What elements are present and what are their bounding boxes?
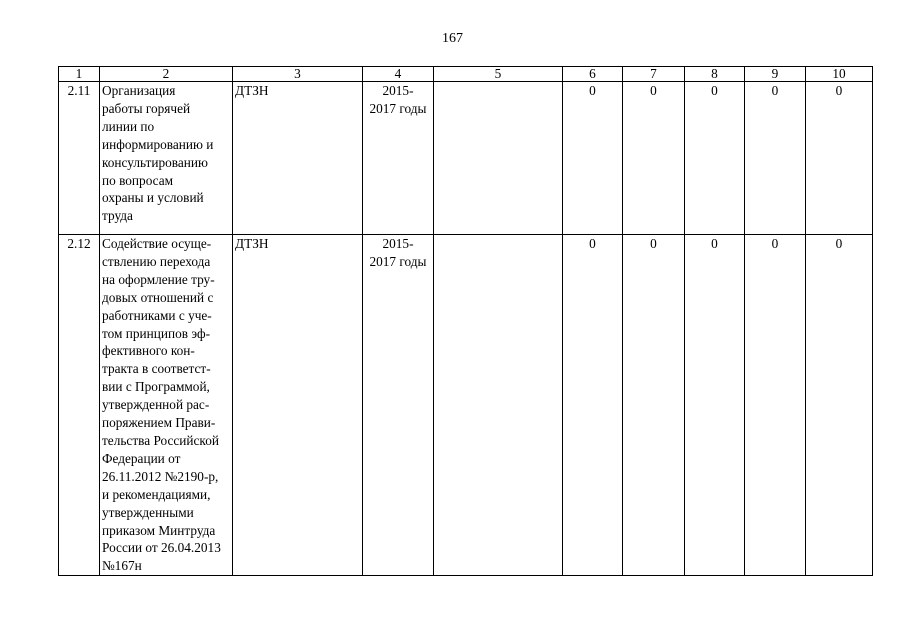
header-row [59,67,873,82]
column-8-value: 0 [685,82,745,235]
header-cell-1: 1 [59,67,100,82]
column-6-value: 0 [563,82,623,235]
header-cell-10: 10 [806,67,873,82]
column-7-value: 0 [623,82,685,235]
page-number: 167 [442,31,463,46]
header-cell-7: 7 [623,67,685,82]
column-10-value: 0 [806,235,873,576]
header-cell-2: 2 [100,67,233,82]
header-cell-4: 4 [363,67,434,82]
measure-description: Содействие осуще- ствлению перехода на оформление тру- довых отношений с работниками с уче- том принципов эф- фективного кон- тракта в соответст- вии с Программой, утвержденной рас- поряжением Прави- тельства Российской Федерации от 26.11.2012 №2190-р, и рекомендациями, утвержденными приказом Минтруда России от 26.04.2013 №167н [100,235,233,576]
column-9-value: 0 [745,82,806,235]
header-cell-8: 8 [685,67,745,82]
period: 2015- 2017 годы [363,235,434,576]
column-9-value: 0 [745,235,806,576]
measure-description: Организация работы горячей линии по информированию и консультированию по вопросам охраны и условий труда [100,82,233,235]
header-cell-3: 3 [233,67,363,82]
header-cell-9: 9 [745,67,806,82]
column-6-value: 0 [563,235,623,576]
table-row [59,82,873,235]
period: 2015- 2017 годы [363,82,434,235]
header-cell-5: 5 [434,67,563,82]
executor: ДТЗН [233,235,363,576]
row-number: 2.12 [59,235,100,576]
row-number: 2.11 [59,82,100,235]
header-cell-6: 6 [563,67,623,82]
executor: ДТЗН [233,82,363,235]
program-table [58,66,873,576]
column-10-value: 0 [806,82,873,235]
table-row [59,235,873,576]
column-7-value: 0 [623,235,685,576]
column-5-value [434,235,563,576]
column-8-value: 0 [685,235,745,576]
column-5-value [434,82,563,235]
